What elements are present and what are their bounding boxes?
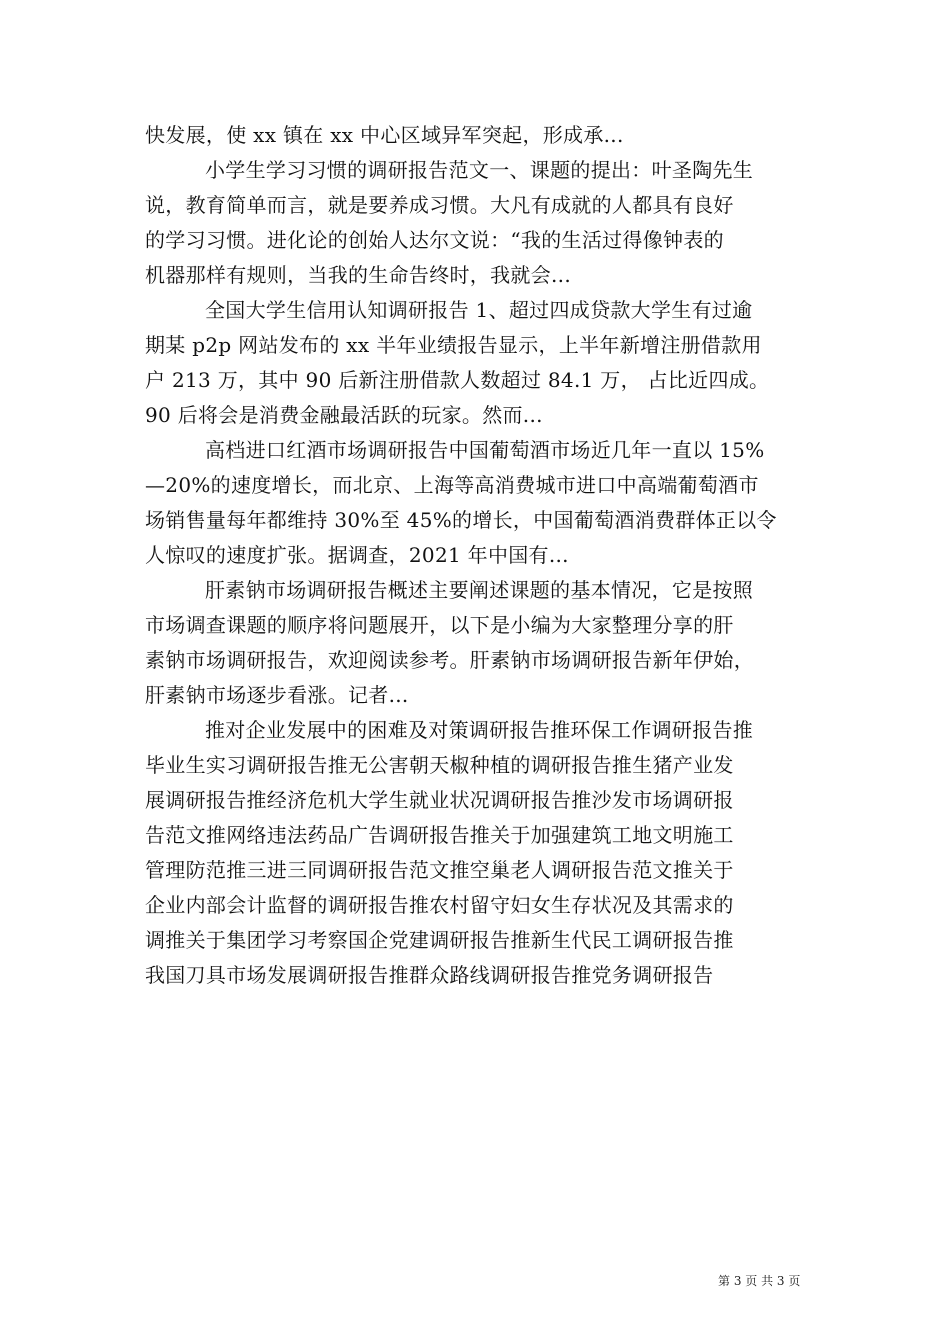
text-line: 机器那样有规则，当我的生命告终时，我就会...: [145, 263, 571, 287]
text-line: 告范文推网络违法药品广告调研报告推关于加强建筑工地文明施工: [145, 823, 734, 847]
text-line: 90 后将会是消费金融最活跃的玩家。然而...: [145, 403, 543, 427]
text-line: 展调研报告推经济危机大学生就业状况调研报告推沙发市场调研报: [145, 788, 734, 812]
text-line: 高档进口红酒市场调研报告中国葡萄酒市场近几年一直以 15%: [205, 438, 765, 462]
text-line: 管理防范推三进三同调研报告范文推空巢老人调研报告范文推关于: [145, 858, 734, 882]
text-line: 市场调查课题的顺序将问题展开，以下是小编为大家整理分享的肝: [145, 613, 734, 637]
text-line: 的学习习惯。进化论的创始人达尔文说：“我的生活过得像钟表的: [145, 228, 724, 252]
text-line: 肝素钠市场逐步看涨。记者...: [145, 683, 409, 707]
text-line: 肝素钠市场调研报告概述主要阐述课题的基本情况，它是按照: [205, 578, 754, 602]
text-line: 说，教育简单而言，就是要养成习惯。大凡有成就的人都具有良好: [145, 193, 734, 217]
text-line: 人惊叹的速度扩张。据调查，2021 年中国有...: [145, 543, 569, 567]
text-line: 期某 p2p 网站发布的 xx 半年业绩报告显示，上半年新增注册借款用: [145, 333, 762, 357]
text-line: 企业内部会计监督的调研报告推农村留守妇女生存状况及其需求的: [145, 893, 734, 917]
text-line: 场销售量每年都维持 30%至 45%的增长，中国葡萄酒消费群体正以令: [145, 508, 777, 532]
text-line: 调推关于集团学习考察国企党建调研报告推新生代民工调研报告推: [145, 928, 734, 952]
text-line: 小学生学习习惯的调研报告范文一、课题的提出：叶圣陶先生: [205, 158, 754, 182]
text-line: 毕业生实习调研报告推无公害朝天椒种植的调研报告推生猪产业发: [145, 753, 734, 777]
body-text: [145, 118, 810, 993]
page-number: 第 3 页 共 3 页: [718, 1274, 801, 1288]
text-line: 素钠市场调研报告，欢迎阅读参考。肝素钠市场调研报告新年伊始，: [145, 648, 754, 672]
text-line: 快发展，使 xx 镇在 xx 中心区域异军突起，形成承...: [145, 123, 624, 147]
text-line: 我国刀具市场发展调研报告推群众路线调研报告推党务调研报告: [145, 963, 714, 987]
text-line: 全国大学生信用认知调研报告 1、超过四成贷款大学生有过逾: [205, 298, 753, 322]
text-line: 户 213 万，其中 90 后新注册借款人数超过 84.1 万， 占比近四成。: [145, 368, 770, 392]
text-line: 推对企业发展中的困难及对策调研报告推环保工作调研报告推: [205, 718, 754, 742]
text-line: —20%的速度增长，而北京、上海等高消费城市进口中高端葡萄酒市: [145, 473, 759, 497]
